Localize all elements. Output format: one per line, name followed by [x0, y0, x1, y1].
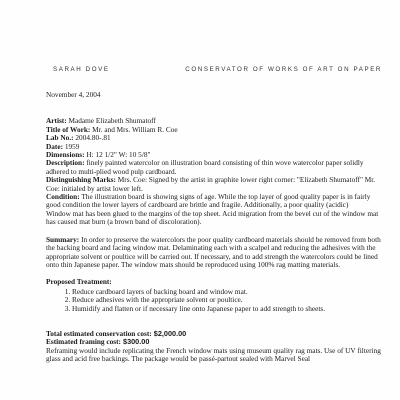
letterhead-title: CONSERVATOR OF WORKS OF ART ON PAPER	[185, 66, 382, 73]
letterhead-name: SARAH DOVE	[53, 66, 110, 73]
framing-description: Reframing would include replicating the French window mats using museum quality rag mats. Use of UV filtering glass and acid free backings. The package would be passé-partout sealed with Marvel Seal	[46, 345, 381, 364]
field-condition	[46, 193, 381, 210]
summary-label: Summary:	[46, 234, 80, 244]
field-label: Date:	[46, 141, 64, 151]
document-body	[46, 91, 381, 364]
framing-cost-label: Estimated framing cost:	[46, 337, 121, 347]
field-value: Mrs. Coe: Signed by the artist in graphite lower right corner: "Elizabeth Shumatoff" Mr. Coe: initialed by artist lower left.	[46, 175, 376, 193]
framing-cost-value: $300.00	[120, 337, 150, 347]
conservation-cost-value: $2,000.00	[151, 328, 187, 338]
field-value: The illustration board is showing signs of age. While the top layer of good quality paper is in fairly good condition the lower layers of cardboard are brittle and fragile. Additionally, a poor quality (acidic)	[46, 192, 371, 210]
treatment-list	[46, 288, 381, 313]
field-value: H: 12 1/2" W: 10 5/8"	[84, 150, 151, 160]
field-value: 2004.80-.81	[73, 133, 111, 143]
treatment-step: 1. Reduce cardboard layers of backing board and window mat.	[72, 288, 381, 296]
field-value: Mr. and Mrs. William R. Coe	[90, 124, 178, 134]
field-label: Dimensions:	[46, 150, 85, 160]
field-label: Title of Work:	[46, 124, 91, 134]
summary-text: In order to preserve the watercolors the poor quality cardboard materials should be removed from both the backing board and facing window mat. Delaminating each with a scalpel and reducing the adhesives with the appropriate solvent or poultice will be carried out. If necessary, and to add strength the watercolors could be lined onto thin Japanese paper. The window mats should be reproduced using 100% rag matting materials.	[46, 234, 381, 269]
conservation-cost-label: Total estimated conservation cost:	[46, 328, 152, 338]
field-value: Madame Elizabeth Shumatoff	[66, 116, 156, 126]
field-label: Distinguishing Marks:	[46, 175, 116, 185]
summary-paragraph	[46, 236, 381, 270]
field-description	[46, 159, 381, 176]
field-value: 1959	[63, 141, 80, 151]
treatment-step: 2. Reduce adhesives with the appropriate solvent or poultice.	[72, 296, 381, 304]
field-distinguishing-marks	[46, 176, 381, 193]
condition-continued: Window mat has been glued to the margins of the top sheet. Acid migration from the bevel cut of the window mat has caused mat burn (a brown band of discoloration).	[46, 208, 379, 227]
field-value: finely painted watercolor on illustration board consisting of thin wove watercolor paper solidly adhered to multi-plied wood pulp cardboard.	[46, 158, 364, 176]
letter-date: November 4, 2004	[46, 90, 101, 99]
field-label: Artist:	[46, 116, 67, 126]
treatment-heading: Proposed Treatment:	[46, 277, 112, 287]
letterhead	[53, 66, 382, 73]
field-label: Condition:	[46, 192, 80, 202]
treatment-step: 3. Humidify and flatten or if necessary line onto Japanese paper to add strength to sheets.	[72, 305, 381, 313]
field-label: Lab No.:	[46, 133, 74, 143]
field-label: Description:	[46, 158, 85, 168]
field-lab-no	[46, 134, 381, 142]
